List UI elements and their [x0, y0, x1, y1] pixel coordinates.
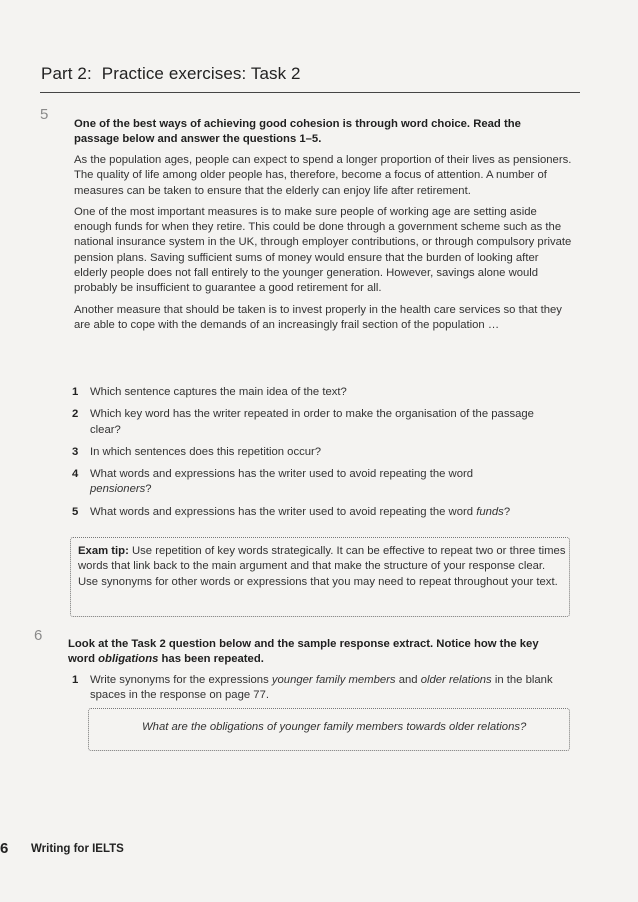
page-title [41, 64, 301, 84]
question-number: 3 [72, 445, 79, 458]
task-keyword: younger family members [271, 674, 396, 686]
passage-paragraph-3: Another measure that should be taken is to invest properly in the health care services so that they are able to cope with the demands of an increasingly frail section of the population … [74, 303, 562, 331]
passage-paragraph-2: One of the most important measures is to make sure people of working age are setting aside enough funds for when they retire. This could be done through a government scheme such as the national insurance system in the UK, through employer contributions, or through compulsory private pension plans. Saving sufficient sums of money would ensure that the burden of looking after elderly people does not fall entirely to the younger generation. However, savings alone would probably be insufficient to guarantee a good retirement for all. [74, 205, 572, 295]
task-question-text: What are the obligations of younger family members towards older relations? [142, 721, 527, 733]
question-list [72, 385, 562, 527]
part-label: Part 2: [41, 64, 92, 83]
question-text: Which sentence captures the main idea of the text? [90, 386, 347, 398]
exam-tip-text: Use repetition of key words strategically. It can be effective to repeat two or three times words that link back to the main argument and that make the structure of your response clear. Use synonyms for other words or expressions that you may need to repeat throughout your text. [78, 545, 566, 588]
section-6-task-list [72, 673, 568, 711]
question-text: Which key word has the writer repeated in order to make the organisation of the passage clear? [90, 408, 534, 436]
question-keyword: funds [476, 505, 504, 518]
question-number: 4 [72, 468, 79, 481]
task-text: and [398, 674, 418, 686]
task-text: Write synonyms for the expressions [90, 674, 269, 686]
task-item [72, 673, 568, 704]
question-punct: ? [145, 483, 152, 496]
book-title: Writing for IELTS [31, 843, 124, 855]
reading-passage [74, 153, 574, 339]
title-divider [40, 92, 580, 93]
question-item [72, 505, 562, 520]
question-item [72, 445, 562, 460]
question-text: In which sentences does this repetition occur? [90, 445, 322, 458]
question-number: 5 [72, 505, 79, 518]
section-5-number: 5 [40, 106, 49, 123]
page-number: 6 [0, 840, 9, 857]
exam-tip [78, 544, 568, 590]
question-item [72, 385, 562, 400]
passage-paragraph-1: As the population ages, people can expect to spend a longer proportion of their lives as pensioners. The quality of life among older people has, therefore, become a focus of attention. A number of measures can be taken to ensure that the elderly can enjoy life after retirement. [74, 154, 572, 197]
question-text: What words and expressions has the writer used to avoid repeating the word [90, 505, 474, 518]
instruction-text: Look at the Task 2 question below and the sample response extract. Notice how the key word [68, 638, 539, 666]
question-number: 2 [72, 408, 79, 421]
question-item [72, 467, 562, 498]
section-6-number: 6 [34, 627, 43, 644]
question-number: 1 [72, 386, 79, 398]
instruction-keyword: obligations [98, 653, 159, 666]
exam-tip-label: Exam tip: [78, 545, 129, 557]
task-text: in the blank spaces in the response on page 77. [90, 674, 553, 702]
question-text: What words and expressions has the writer used to avoid repeating the word [90, 468, 474, 481]
section-6-instruction [68, 637, 568, 668]
task-number: 1 [72, 674, 79, 686]
task-keyword: older relations [420, 674, 492, 686]
part-title-text: Practice exercises: Task 2 [101, 64, 301, 83]
question-keyword: pensioners [90, 483, 146, 496]
instruction-text: has been repeated. [161, 653, 264, 666]
question-item [72, 407, 562, 438]
question-punct: ? [503, 505, 511, 518]
section-5-instruction: One of the best ways of achieving good cohesion is through word choice. Read the passage below and answer the questions 1–5. [74, 118, 521, 146]
